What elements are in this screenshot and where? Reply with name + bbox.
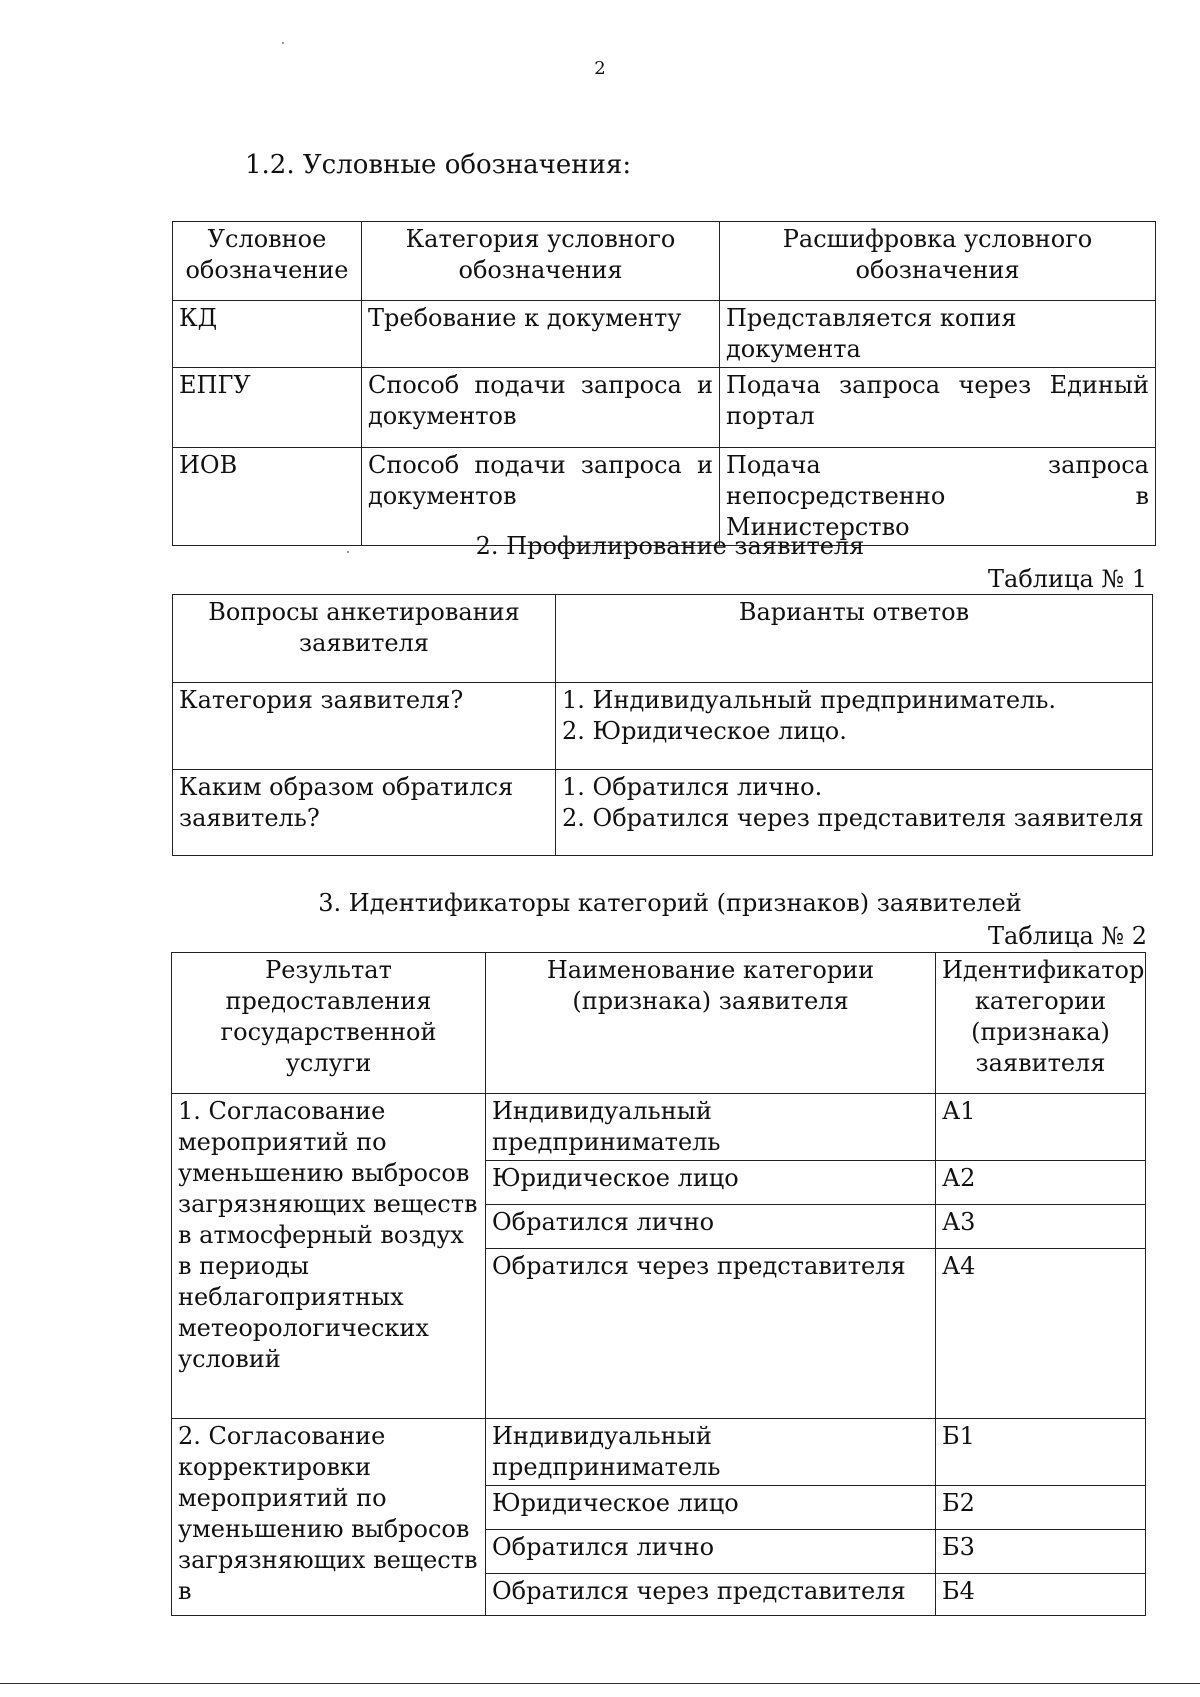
legend-cell-category: Способ подачи запроса и документов — [362, 448, 720, 546]
profiling-answers — [556, 683, 1153, 770]
legend-row-epgu — [173, 368, 1156, 448]
table-2-label: Таблица № 2 — [988, 922, 1147, 950]
identifiers-header-row — [172, 953, 1146, 1094]
identifier-cell: А3 — [936, 1205, 1146, 1249]
identifiers-header-id: Идентификатор категории (признака) заявителя — [936, 953, 1146, 1094]
legend-cell-decoding: Подача запроса через Единый портал — [720, 368, 1156, 448]
page-number: 2 — [594, 58, 606, 79]
scan-speck — [347, 551, 349, 553]
category-cell: Индивидуальный предприниматель — [486, 1094, 936, 1161]
identifier-cell: А4 — [936, 1249, 1146, 1419]
legend-cell-decoding: Представляется копия документа — [720, 301, 1156, 368]
profiling-answer: 1. Обратился лично. — [562, 773, 823, 801]
profiling-row — [173, 683, 1153, 770]
legend-header-code: Условное обозначение — [173, 222, 362, 301]
legend-header-row — [173, 222, 1156, 301]
table-row — [172, 1419, 1146, 1486]
profiling-question: Категория заявителя? — [173, 683, 556, 770]
table-row — [172, 1094, 1146, 1161]
category-cell: Индивидуальный предприниматель — [486, 1419, 936, 1486]
identifier-cell: А1 — [936, 1094, 1146, 1161]
identifier-cell: Б3 — [936, 1530, 1146, 1574]
identifiers-header-category: Наименование категории (признака) заявителя — [486, 953, 936, 1094]
profiling-answer: 2. Обратился через представителя заявителя — [562, 804, 1144, 832]
legend-header-category: Категория условного обозначения — [362, 222, 720, 301]
identifier-cell: А2 — [936, 1161, 1146, 1205]
identifiers-table — [171, 952, 1146, 1616]
section-1-2-title: 1.2. Условные обозначения: — [245, 150, 632, 180]
profiling-question: Каким образом обратился заявитель? — [173, 770, 556, 856]
legend-cell-code: КД — [173, 301, 362, 368]
identifiers-header-result: Результат предоставления государственной услуги — [172, 953, 486, 1094]
category-cell: Обратился через представителя — [486, 1574, 936, 1616]
legend-row-iov — [173, 448, 1156, 546]
category-cell: Обратился через представителя — [486, 1249, 936, 1419]
category-cell: Юридическое лицо — [486, 1161, 936, 1205]
legend-cell-code: ЕПГУ — [173, 368, 362, 448]
legend-cell-code: ИОВ — [173, 448, 362, 546]
legend-cell-category: Требование к документу — [362, 301, 720, 368]
profiling-header-questions: Вопросы анкетирования заявителя — [173, 595, 556, 683]
result-cell: 1. Согласование мероприятий по уменьшению выбросов загрязняющих веществ в атмосферный воздух в периоды неблагоприятных метеорологических условий — [172, 1094, 486, 1419]
identifier-cell: Б4 — [936, 1574, 1146, 1616]
section-2-title: 2. Профилирование заявителя — [475, 532, 865, 560]
profiling-header-row — [173, 595, 1153, 683]
legend-row-kd — [173, 301, 1156, 368]
profiling-answer: 1. Индивидуальный предприниматель. — [562, 686, 1057, 714]
result-cell: 2. Согласование корректировки мероприятий по уменьшению выбросов загрязняющих веществ в — [172, 1419, 486, 1616]
legend-table — [172, 221, 1156, 546]
profiling-table — [172, 594, 1153, 856]
category-cell: Обратился лично — [486, 1530, 936, 1574]
legend-cell-decoding: Подача запроса непосредственно в Министерство — [720, 448, 1156, 546]
category-cell: Юридическое лицо — [486, 1486, 936, 1530]
profiling-answer: 2. Юридическое лицо. — [562, 717, 847, 745]
legend-cell-category: Способ подачи запроса и документов — [362, 368, 720, 448]
profiling-header-answers: Варианты ответов — [556, 595, 1153, 683]
legend-header-decoding: Расшифровка условного обозначения — [720, 222, 1156, 301]
identifier-cell: Б2 — [936, 1486, 1146, 1530]
page-bottom-edge — [0, 1683, 1200, 1684]
table-1-label: Таблица № 1 — [988, 565, 1147, 593]
identifier-cell: Б1 — [936, 1419, 1146, 1486]
profiling-row — [173, 770, 1153, 856]
scan-speck — [282, 42, 284, 44]
profiling-answers — [556, 770, 1153, 856]
section-3-title: 3. Идентификаторы категорий (признаков) заявителей — [318, 889, 1022, 917]
category-cell: Обратился лично — [486, 1205, 936, 1249]
